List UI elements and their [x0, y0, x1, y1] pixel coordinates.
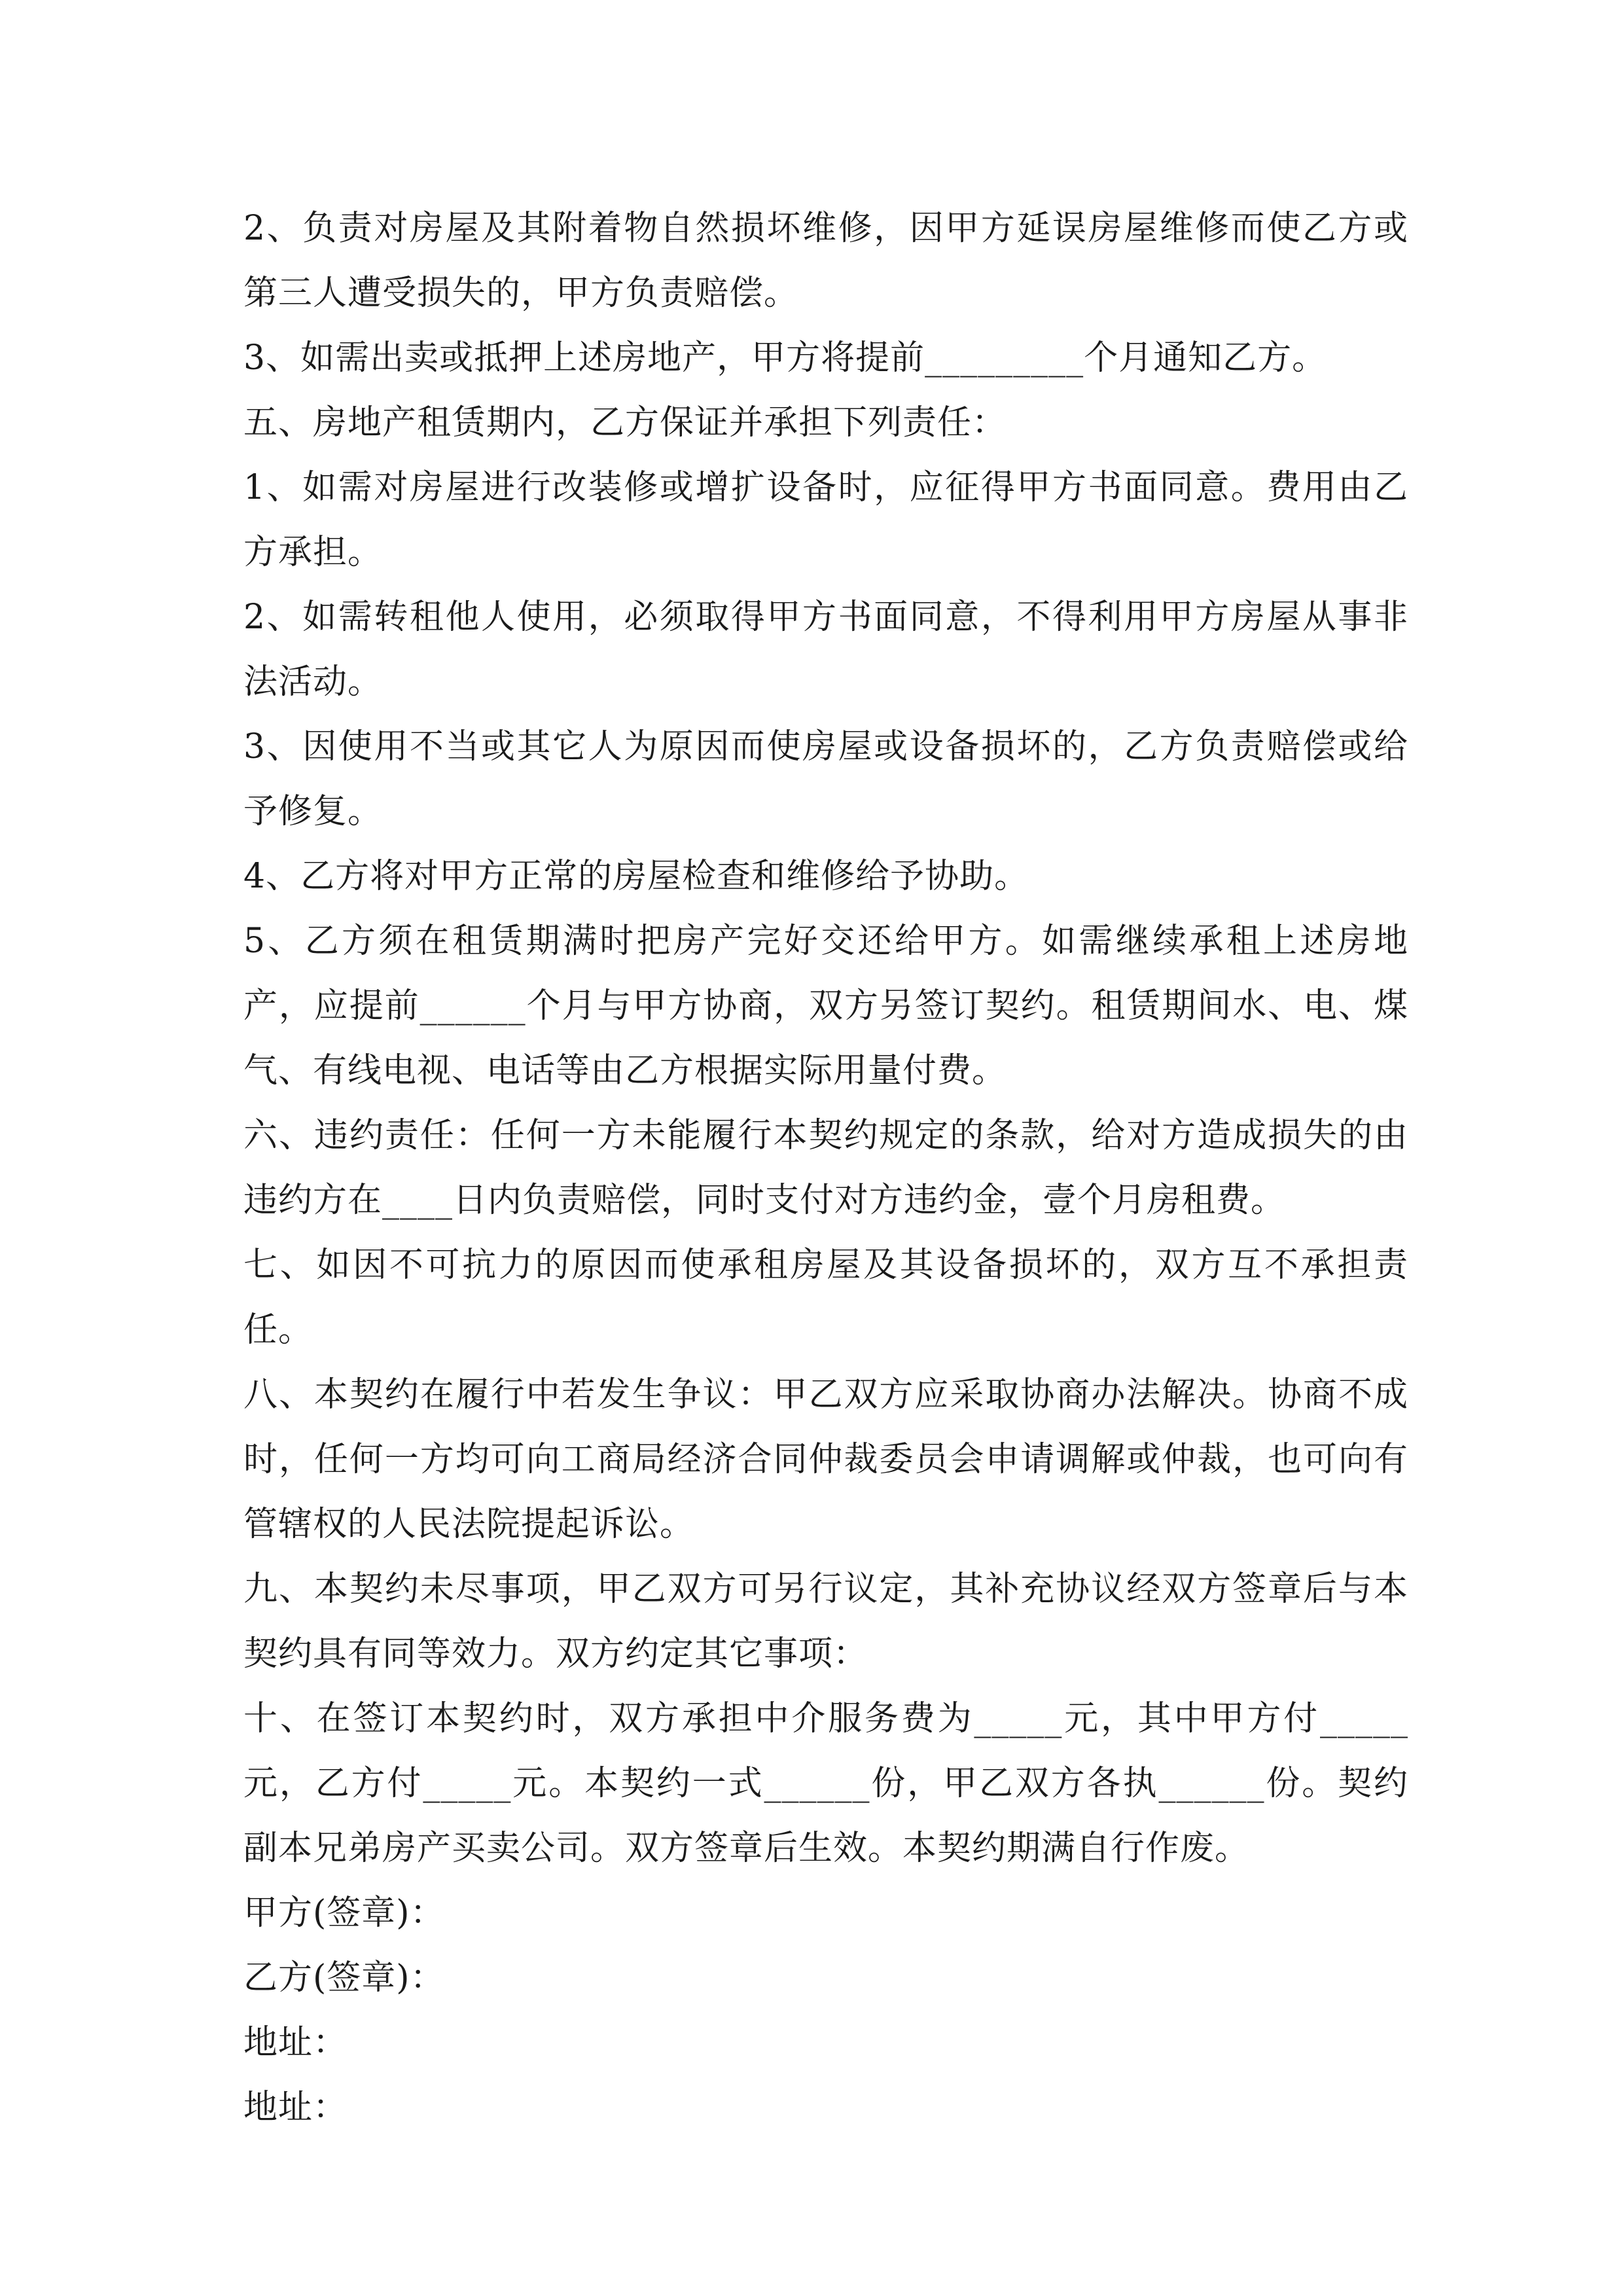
section-9-other-matters: 九、本契约未尽事项，甲乙双方可另行议定，其补充协议经双方签章后与本契约具有同等效力。双方约定其它事项：: [243, 1570, 1408, 1674]
clause-5-4: 4、乙方将对甲方正常的房屋检查和维修给予协助。: [243, 857, 1029, 896]
section-5-heading: 五、房地产租赁期内，乙方保证并承担下列责任：: [243, 403, 1007, 442]
clause-5-1: 1、如需对房屋进行改装修或增扩设备时，应征得甲方书面同意。费用由乙方承担。: [243, 468, 1408, 572]
contract-body: [243, 196, 1408, 2140]
section-7-force-majeure: 七、如因不可抗力的原因而使承租房屋及其设备损坏的，双方互不承担责任。: [243, 1246, 1408, 1350]
party-b-signature: 乙方(签章)：: [243, 1958, 445, 1998]
clause-5-5: 5、乙方须在租赁期满时把房产完好交还给甲方。如需继续承租上述房地产，应提前______个月与甲方协商，双方另签订契约。租赁期间水、电、煤气、有线电视、电话等由乙方根据实际用量付费。: [243, 922, 1408, 1090]
party-a-address: 地址：: [243, 2023, 348, 2062]
section-8-disputes: 八、本契约在履行中若发生争议：甲乙双方应采取协商办法解决。协商不成时，任何一方均可向工商局经济合同仲裁委员会申请调解或仲裁，也可向有管辖权的人民法院提起诉讼。: [243, 1375, 1408, 1544]
party-a-signature: 甲方(签章)：: [243, 1893, 445, 1933]
party-b-address: 地址：: [243, 2088, 348, 2127]
section-6-breach: 六、违约责任：任何一方未能履行本契约规定的条款，给对方造成损失的由违约方在____日内负责赔偿，同时支付对方违约金，壹个月房租费。: [243, 1116, 1408, 1220]
section-10-fees: 十、在签订本契约时，双方承担中介服务费为_____元，其中甲方付_____元，乙方付_____元。本契约一式______份，甲乙双方各执______份。契约副本兄弟房产买卖公司。双方签章后生效。本契约期满自行作废。: [243, 1699, 1408, 1868]
clause-5-2: 2、如需转租他人使用，必须取得甲方书面同意，不得利用甲方房屋从事非法活动。: [243, 598, 1408, 702]
clause-4-2: 2、负责对房屋及其附着物自然损坏维修，因甲方延误房屋维修而使乙方或第三人遭受损失的，甲方负责赔偿。: [243, 209, 1408, 313]
clause-5-3: 3、因使用不当或其它人为原因而使房屋或设备损坏的，乙方负责赔偿或给予修复。: [243, 727, 1408, 831]
clause-4-3: 3、如需出卖或抵押上述房地产，甲方将提前_________个月通知乙方。: [243, 338, 1327, 378]
